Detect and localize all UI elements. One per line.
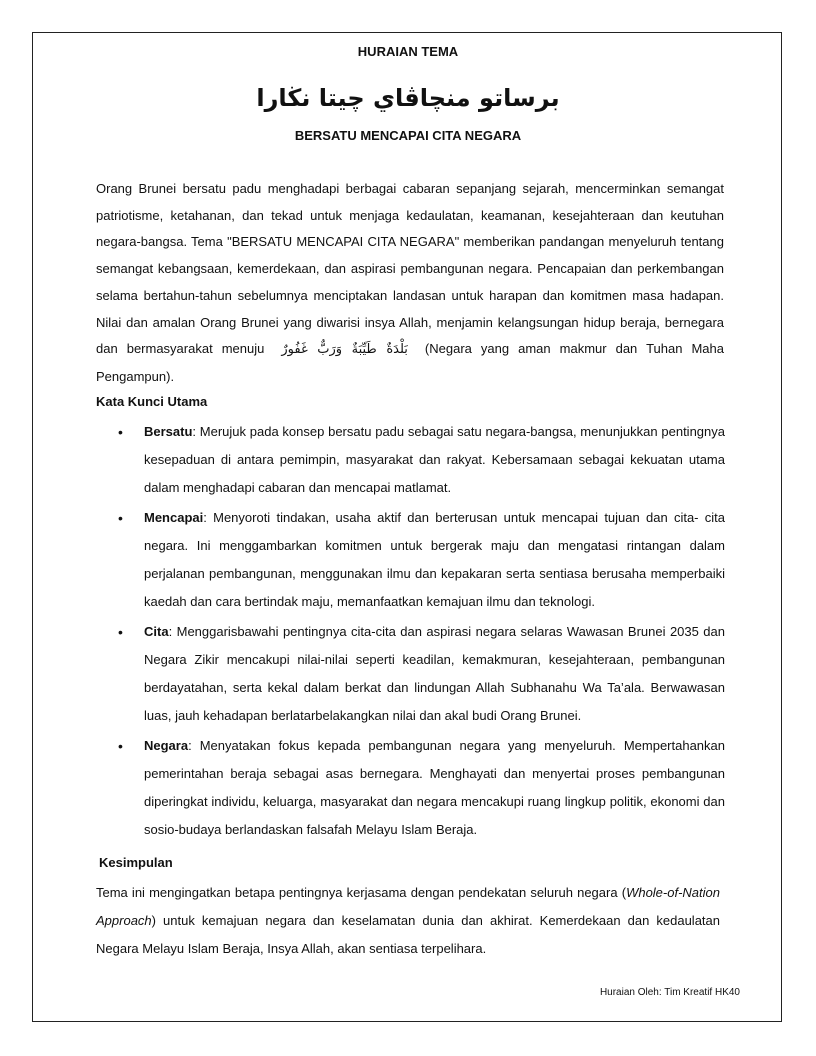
conclusion-heading: Kesimpulan	[99, 855, 173, 870]
keyword-description: : Menyatakan fokus kepada pembangunan negara yang menyeluruh. Mempertahankan pemerintahan beraja sebagai asas bernegara. Menghayati dan menyertai proses pembangunan diperingkat individu, keluarga, masyarakat dan negara mencakupi ruang lingkup politik, ekonomi dan sosio-budaya berlandaskan falsafah Melayu Islam Beraja.	[144, 738, 725, 837]
keyword-item	[144, 504, 725, 616]
keywords-heading: Kata Kunci Utama	[96, 394, 208, 409]
intro-text: Orang Brunei bersatu padu menghadapi berbagai cabaran sepanjang sejarah, mencerminkan semangat patriotisme, ketahanan, dan tekad untuk menjaga kedaulatan, keamanan, kesejahteraan dan keutuhan negara-bangsa. Tema "BERSATU MENCAPAI CITA NEGARA" memberikan pandangan menyeluruh tentang semangat kebangsaan, kemerdekaan, dan aspirasi pembangunan negara. Pencapaian dan perkembangan selama bertahun-tahun sebelumnya menciptakan landasan untuk harapan dan komitmen masa hadapan. Nilai dan amalan Orang Brunei yang diwarisi insya Allah, menjamin kelangsungan hidup beraja, bernegara dan bermasyarakat menuju	[96, 181, 724, 357]
conclusion-text-start: Tema ini mengingatkan betapa pentingnya kerjasama dengan pendekatan seluruh negara (	[96, 885, 627, 900]
header-title: HURAIAN TEMA	[357, 44, 459, 59]
intro-after-text: (Negara yang aman makmur dan Tuhan Maha Pengampun).	[96, 341, 724, 384]
jawi-title: برساتو منچاڤاي چيتا نڬارا	[256, 84, 560, 112]
footer-credit: Huraian Oleh: Tim Kreatif HK40	[599, 987, 740, 998]
document-subtitle: BERSATU MENCAPAI CITA NEGARA	[294, 128, 522, 143]
keyword-term: Mencapai	[144, 510, 204, 525]
intro-paragraph	[96, 176, 724, 391]
keyword-description: : Menggarisbawahi pentingnya cita-cita dan aspirasi negara selaras Wawasan Brunei 2035 dan Negara Zikir mencakupi nilai-nilai seperti keadilan, kemakmuran, kesejahteraan, pembangunan berdayatahan, serta kekal dalam berkat dan lindungan Allah Subhanahu Wa Ta’ala. Berwawasan luas, jauh kehadapan berlatarbelakangkan nilai dan akal budi Orang Brunei.	[144, 624, 725, 723]
keyword-item	[144, 732, 725, 844]
keywords-list	[144, 418, 725, 846]
keyword-item	[144, 618, 725, 730]
conclusion-paragraph	[96, 879, 720, 963]
keyword-description: : Menyoroti tindakan, usaha aktif dan berterusan untuk mencapai tujuan dan cita- cita negara. Ini menggambarkan komitmen untuk bergerak maju dan mengatasi rintangan dalam perjalanan pembangunan, menggunakan ilmu dan kepakaran serta sentiasa berusaha memperbaiki kaedah dan cara bertindak maju, memanfaatkan kemajuan ilmu dan teknologi.	[144, 510, 725, 609]
keyword-item	[144, 418, 725, 502]
intro-arabic-phrase: بَلْدَةٌ طَيِّبَةٌ وَرَبٌّ غَفُورٌ	[281, 342, 408, 358]
conclusion-italic-phrase: Whole-of-Nation Approach	[96, 885, 720, 928]
keyword-term: Negara	[144, 738, 189, 753]
keyword-term: Cita	[144, 624, 169, 639]
keyword-term: Bersatu	[144, 424, 193, 439]
conclusion-text-end: ) untuk kemajuan negara dan keselamatan dunia dan akhirat. Kemerdekaan dan kedaulatan Negara Melayu Islam Beraja, Insya Allah, akan sentiasa terpelihara.	[96, 913, 720, 956]
keyword-description: : Merujuk pada konsep bersatu padu sebagai satu negara-bangsa, menunjukkan pentingnya kesepaduan di antara pemimpin, masyarakat dan rakyat. Kebersamaan sebagai kekuatan utama dalam menghadapi cabaran dan mencapai matlamat.	[144, 424, 725, 495]
